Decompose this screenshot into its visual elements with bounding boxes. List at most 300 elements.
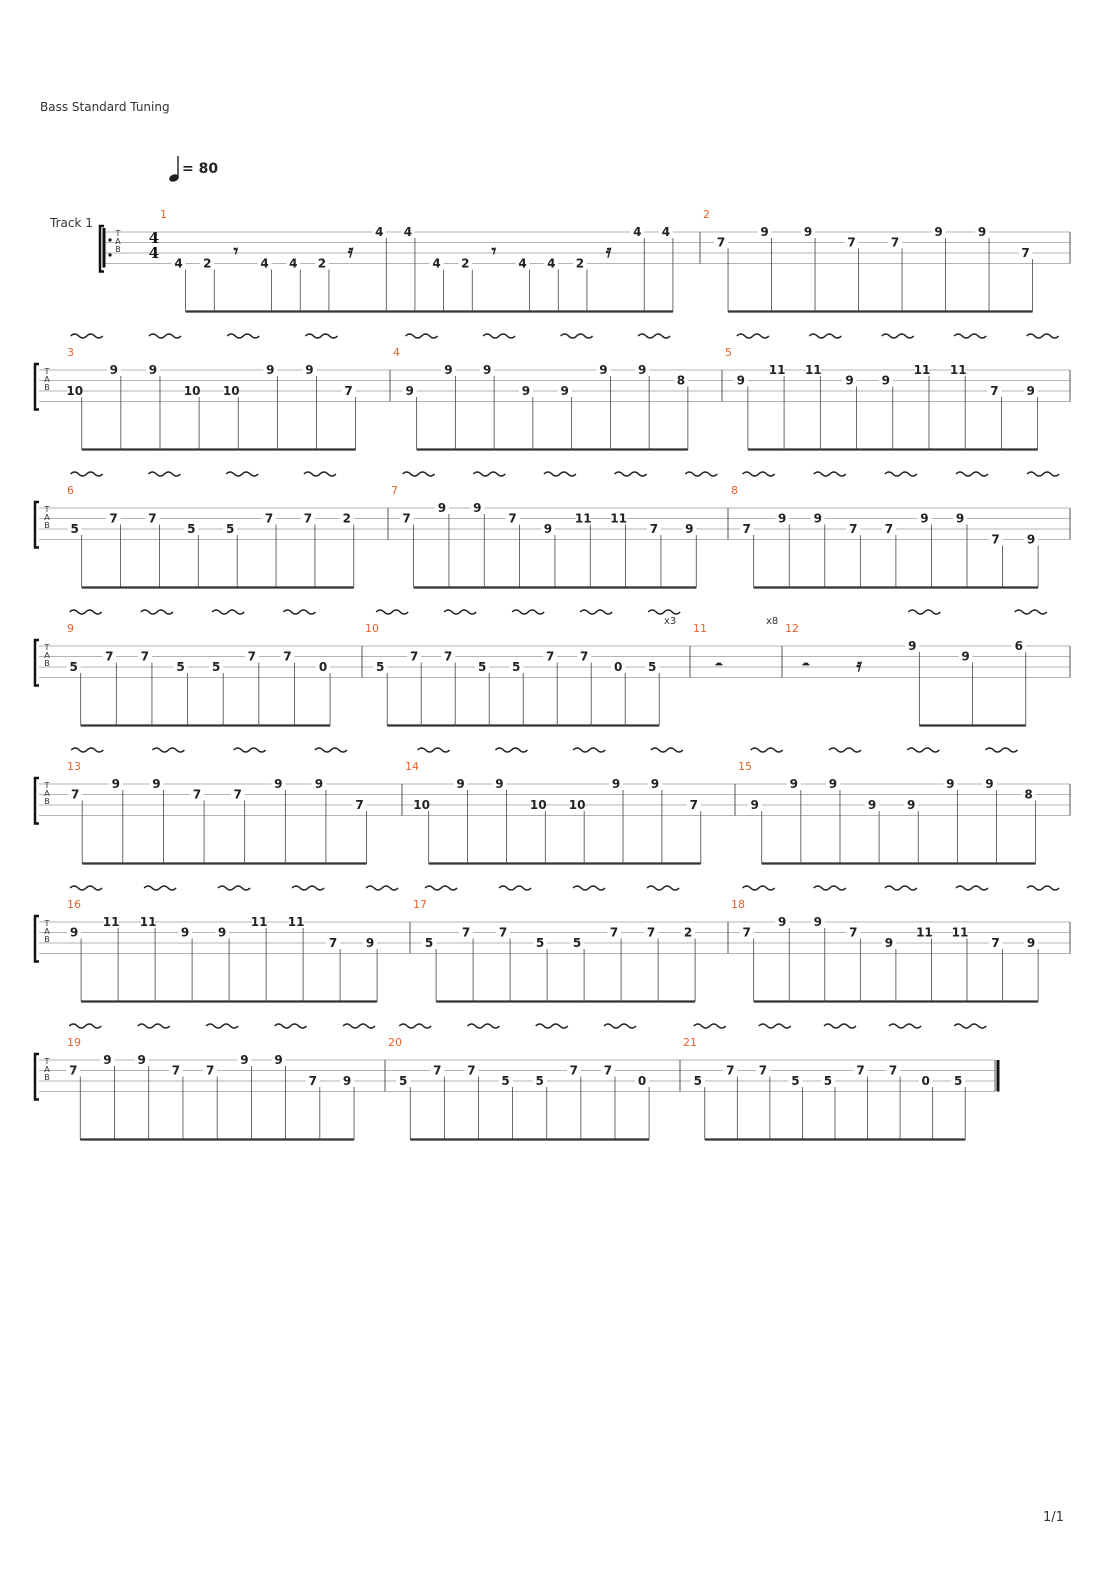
repeat-dot — [108, 253, 111, 256]
vibrato-mark — [343, 1024, 375, 1028]
measure-number: 17 — [413, 898, 427, 911]
fret-number: 7 — [328, 936, 338, 950]
vibrato-mark — [604, 1024, 636, 1028]
fret-number: 5 — [791, 1074, 800, 1088]
fret-number: 7 — [569, 1063, 579, 1078]
vibrato-mark — [305, 334, 337, 338]
time-signature-top: 4 — [148, 229, 160, 247]
fret-number: 11 — [287, 915, 305, 929]
fret-number: 7 — [171, 1063, 181, 1078]
fret-number: 9 — [650, 777, 660, 791]
vibrato-mark — [829, 748, 861, 752]
fret-number: 9 — [813, 511, 822, 526]
measure-number: 15 — [738, 760, 752, 773]
measure-number: 1 — [160, 208, 167, 221]
vibrato-mark — [70, 886, 102, 890]
rest-symbol: 𝄿 — [856, 655, 862, 676]
fret-number: 7 — [849, 522, 858, 536]
fret-number: 7 — [69, 1063, 78, 1078]
tab-clef-letter: A — [44, 927, 50, 936]
measure-number: 9 — [67, 622, 74, 635]
vibrato-mark — [908, 610, 940, 614]
fret-number: 7 — [461, 925, 471, 940]
rest-symbol: 𝄼 — [802, 655, 810, 676]
vibrato-mark — [418, 748, 450, 752]
repeat-dot — [108, 238, 111, 241]
tab-clef-letter: T — [44, 505, 50, 514]
fret-number: 2 — [683, 925, 693, 940]
system-bracket — [35, 364, 39, 410]
vibrato-mark — [573, 748, 605, 752]
fret-number: 9 — [495, 777, 504, 791]
fret-number: 5 — [225, 522, 235, 536]
vibrato-mark — [512, 610, 544, 614]
fret-number: 7 — [148, 511, 157, 526]
vibrato-mark — [885, 886, 917, 890]
fret-number: 9 — [1026, 936, 1036, 950]
vibrato-mark — [536, 1024, 568, 1028]
fret-number: 7 — [71, 787, 80, 802]
fret-number: 9 — [955, 511, 965, 526]
vibrato-mark — [743, 472, 775, 476]
fret-number: 0 — [614, 660, 623, 674]
fret-number: 4 — [432, 256, 441, 271]
fret-number: 10 — [568, 798, 586, 812]
fret-number: 9 — [240, 1053, 249, 1067]
tab-clef-letter: T — [44, 643, 50, 652]
vibrato-mark — [495, 748, 527, 752]
vibrato-mark — [1027, 886, 1059, 890]
fret-number: 9 — [907, 798, 916, 812]
tuning-label: Bass Standard Tuning — [40, 100, 170, 114]
measure-number: 18 — [731, 898, 745, 911]
tab-clef-letter: A — [44, 651, 50, 660]
system-bracket — [35, 916, 39, 962]
fret-number: 5 — [70, 522, 79, 536]
fret-number: 4 — [375, 225, 384, 239]
tab-clef-letter: B — [44, 797, 50, 806]
fret-number: 7 — [264, 511, 274, 526]
tab-clef-letter: B — [44, 1073, 50, 1082]
fret-number: 4 — [289, 256, 298, 271]
fret-number: 2 — [461, 256, 470, 271]
measure-number: 21 — [683, 1036, 697, 1049]
vibrato-mark — [71, 472, 103, 476]
vibrato-mark — [149, 334, 181, 338]
measure-number: 3 — [67, 346, 74, 359]
fret-number: 5 — [501, 1074, 510, 1088]
fret-number: 7 — [140, 649, 150, 664]
vibrato-mark — [814, 886, 846, 890]
fret-number: 9 — [103, 1053, 112, 1067]
rest-symbol: 𝄼 — [715, 655, 723, 676]
fret-number: 5 — [512, 660, 521, 674]
fret-number: 4 — [174, 256, 183, 271]
fret-number: 9 — [109, 363, 119, 377]
fret-number: 9 — [217, 925, 227, 940]
rest-symbol: 𝄿 — [605, 241, 612, 262]
fret-number: 11 — [139, 915, 157, 929]
fret-number: 9 — [69, 925, 79, 940]
fret-number: 7 — [649, 522, 659, 536]
fret-number: 4 — [661, 225, 671, 239]
fret-number: 7 — [410, 649, 419, 664]
fret-number: 5 — [212, 660, 221, 674]
fret-number: 5 — [478, 660, 487, 674]
fret-number: 7 — [888, 1063, 898, 1078]
fret-number: 9 — [828, 777, 838, 791]
fret-number: 7 — [603, 1063, 613, 1078]
vibrato-mark — [985, 748, 1017, 752]
vibrato-mark — [907, 748, 939, 752]
fret-number: 9 — [365, 936, 375, 950]
vibrato-mark — [366, 886, 398, 890]
fret-number: 9 — [543, 522, 553, 536]
vibrato-mark — [956, 886, 988, 890]
fret-number: 11 — [250, 915, 268, 929]
fret-number: 7 — [689, 798, 698, 812]
vibrato-mark — [499, 886, 531, 890]
tab-clef-letter: B — [115, 245, 121, 254]
fret-number: 9 — [750, 798, 759, 812]
fret-number: 5 — [424, 936, 434, 950]
fret-number: 9 — [599, 363, 608, 377]
fret-number: 9 — [881, 373, 890, 388]
fret-number: 7 — [109, 511, 118, 526]
vibrato-mark — [218, 886, 250, 890]
rest-symbol: 𝄿 — [347, 241, 354, 262]
measure-number: 12 — [785, 622, 799, 635]
tab-clef-letter: T — [44, 1057, 50, 1066]
fret-number: 9 — [266, 363, 275, 377]
tab-clef-letter: A — [44, 789, 50, 798]
measure-number: 5 — [725, 346, 732, 359]
fret-number: 10 — [222, 384, 240, 398]
tab-clef-letter: T — [115, 229, 121, 238]
vibrato-mark — [71, 334, 103, 338]
vibrato-mark — [954, 334, 986, 338]
fret-number: 9 — [314, 777, 324, 791]
measure-number: 4 — [393, 346, 400, 359]
fret-number: 11 — [913, 363, 931, 377]
vibrato-mark — [206, 1024, 238, 1028]
vibrato-mark — [615, 472, 647, 476]
fret-number: 7 — [355, 798, 364, 812]
fret-number: 9 — [148, 363, 158, 377]
fret-number: 10 — [413, 798, 431, 812]
tempo-value: = 80 — [182, 161, 219, 177]
fret-number: 5 — [376, 660, 385, 674]
fret-number: 7 — [849, 925, 858, 940]
fret-number: 2 — [342, 511, 351, 526]
fret-number: 4 — [633, 225, 642, 239]
tab-clef-letter: B — [44, 383, 50, 392]
fret-number: 11 — [102, 915, 120, 929]
measure-number: 2 — [703, 208, 710, 221]
vibrato-mark — [144, 886, 176, 890]
vibrato-mark — [444, 610, 476, 614]
fret-number: 9 — [803, 225, 813, 239]
fret-number: 4 — [547, 256, 556, 271]
measure-number: 14 — [405, 760, 419, 773]
fret-number: 7 — [344, 384, 353, 398]
fret-number: 9 — [456, 777, 465, 791]
vibrato-mark — [1027, 334, 1059, 338]
vibrato-mark — [954, 1024, 986, 1028]
fret-number: 7 — [991, 532, 1000, 547]
fret-number: 9 — [934, 225, 943, 239]
fret-number: 9 — [473, 501, 482, 515]
vibrato-mark — [956, 472, 988, 476]
fret-number: 9 — [521, 384, 531, 398]
tab-clef-letter: A — [44, 1065, 50, 1074]
fret-number: 7 — [192, 787, 202, 802]
measure-number: 16 — [67, 898, 81, 911]
fret-number: 9 — [482, 363, 492, 377]
fret-number: 4 — [260, 256, 269, 271]
fret-number: 7 — [508, 511, 517, 526]
tab-clef-letter: T — [44, 781, 50, 790]
tab-clef-letter: T — [44, 367, 50, 376]
fret-number: 9 — [685, 522, 694, 536]
fret-number: 9 — [152, 777, 161, 791]
fret-number: 7 — [303, 511, 313, 526]
fret-number: 10 — [66, 384, 84, 398]
fret-number: 5 — [648, 660, 657, 674]
fret-number: 5 — [399, 1074, 408, 1088]
vibrato-mark — [647, 886, 679, 890]
fret-number: 7 — [467, 1063, 476, 1078]
vibrato-mark — [751, 748, 783, 752]
fret-number: 9 — [1026, 532, 1036, 547]
fret-number: 5 — [176, 660, 185, 674]
tab-clef-letter: A — [44, 513, 50, 522]
fret-number: 7 — [308, 1074, 318, 1088]
vibrato-mark — [473, 472, 505, 476]
fret-number: 7 — [847, 235, 856, 250]
fret-number: 9 — [760, 225, 769, 239]
fret-number: 5 — [187, 522, 196, 536]
vibrato-mark — [889, 1024, 921, 1028]
repeat-count-x8: x8 — [766, 616, 779, 627]
vibrato-mark — [304, 472, 336, 476]
vibrato-mark — [885, 472, 917, 476]
vibrato-mark — [638, 334, 670, 338]
fret-number: 5 — [954, 1074, 963, 1088]
fret-number: 9 — [305, 363, 314, 377]
vibrato-mark — [141, 610, 173, 614]
fret-number: 7 — [283, 649, 292, 664]
fret-number: 9 — [111, 777, 120, 791]
fret-number: 7 — [233, 787, 242, 802]
fret-number: 10 — [529, 798, 547, 812]
fret-number: 9 — [405, 384, 414, 398]
measure-number: 19 — [67, 1036, 81, 1049]
vibrato-mark — [399, 1024, 431, 1028]
vibrato-mark — [809, 334, 841, 338]
fret-number: 7 — [726, 1063, 735, 1078]
fret-number: 7 — [580, 649, 589, 664]
fret-number: 9 — [1026, 384, 1035, 398]
fret-number: 0 — [637, 1074, 647, 1088]
vibrato-mark — [226, 472, 258, 476]
fret-number: 7 — [884, 522, 894, 536]
fret-number: 9 — [437, 501, 447, 515]
fret-number: 10 — [183, 384, 201, 398]
vibrato-mark — [376, 610, 408, 614]
vibrato-mark — [148, 472, 180, 476]
vibrato-mark — [425, 886, 457, 890]
fret-number: 9 — [611, 777, 621, 791]
vibrato-mark — [824, 1024, 856, 1028]
time-signature-bottom: 4 — [148, 244, 160, 262]
fret-number: 11 — [610, 511, 627, 526]
vibrato-mark — [743, 886, 775, 890]
fret-number: 8 — [1024, 787, 1033, 802]
fret-number: 7 — [498, 925, 508, 940]
vibrato-mark — [403, 472, 435, 476]
system-bracket — [35, 1054, 39, 1100]
fret-number: 9 — [180, 925, 190, 940]
vibrato-mark — [71, 748, 103, 752]
fret-number: 5 — [69, 660, 78, 674]
rest-symbol: 𝄾 — [491, 241, 497, 262]
fret-number: 9 — [985, 777, 994, 791]
fret-number: 9 — [736, 373, 746, 388]
measure-number: 7 — [391, 484, 398, 497]
fret-number: 9 — [845, 373, 854, 388]
fret-number: 8 — [676, 373, 686, 388]
fret-number: 5 — [693, 1074, 702, 1088]
vibrato-mark — [483, 334, 515, 338]
vibrato-mark — [648, 610, 680, 614]
vibrato-mark — [138, 1024, 170, 1028]
fret-number: 7 — [105, 649, 114, 664]
fret-number: 9 — [274, 1053, 283, 1067]
vibrato-mark — [234, 748, 266, 752]
fret-number: 7 — [444, 649, 453, 664]
vibrato-mark — [70, 610, 102, 614]
fret-number: 7 — [646, 925, 656, 940]
fret-number: 9 — [946, 777, 955, 791]
fret-number: 4 — [518, 256, 527, 271]
fret-number: 7 — [205, 1063, 215, 1078]
fret-number: 7 — [546, 649, 555, 664]
rest-symbol: 𝄾 — [233, 241, 239, 262]
vibrato-mark — [406, 334, 438, 338]
fret-number: 11 — [916, 925, 933, 940]
fret-number: 5 — [823, 1074, 833, 1088]
fret-number: 9 — [637, 363, 647, 377]
fret-number: 7 — [890, 235, 900, 250]
fret-number: 9 — [884, 936, 894, 950]
fret-number: 7 — [742, 925, 751, 940]
fret-number: 7 — [609, 925, 619, 940]
tab-clef-letter: B — [44, 935, 50, 944]
vibrato-mark — [882, 334, 914, 338]
tab-clef-letter: B — [44, 521, 50, 530]
system-bracket — [35, 640, 39, 686]
vibrato-mark — [1027, 472, 1059, 476]
fret-number: 9 — [444, 363, 453, 377]
fret-number: 7 — [716, 235, 726, 250]
vibrato-mark — [467, 1024, 499, 1028]
vibrato-mark — [275, 1024, 307, 1028]
fret-number: 9 — [778, 915, 787, 929]
vibrato-mark — [544, 472, 576, 476]
fret-number: 9 — [789, 777, 799, 791]
vibrato-mark — [1015, 610, 1047, 614]
vibrato-mark — [561, 334, 593, 338]
vibrato-mark — [685, 472, 717, 476]
fret-number: 9 — [977, 225, 987, 239]
vibrato-mark — [292, 886, 324, 890]
fret-number: 11 — [768, 363, 786, 377]
measure-number: 13 — [67, 760, 81, 773]
measure-number: 6 — [67, 484, 74, 497]
vibrato-mark — [69, 1024, 101, 1028]
measure-number: 11 — [693, 622, 707, 635]
fret-number: 7 — [433, 1063, 442, 1078]
fret-number: 7 — [247, 649, 256, 664]
fret-number: 7 — [742, 522, 751, 536]
measure-number: 20 — [388, 1036, 402, 1049]
vibrato-mark — [283, 610, 315, 614]
vibrato-mark — [651, 748, 683, 752]
fret-number: 7 — [990, 384, 999, 398]
fret-number: 7 — [758, 1063, 768, 1078]
fret-number: 5 — [572, 936, 582, 950]
fret-number: 9 — [867, 798, 877, 812]
fret-number: 4 — [403, 225, 413, 239]
fret-number: 7 — [991, 936, 1000, 950]
fret-number: 9 — [908, 639, 917, 653]
fret-number: 9 — [274, 777, 283, 791]
fret-number: 5 — [535, 936, 545, 950]
system-bracket — [35, 502, 39, 548]
fret-number: 9 — [137, 1053, 146, 1067]
vibrato-mark — [814, 472, 846, 476]
fret-number: 7 — [402, 511, 411, 526]
fret-number: 6 — [1014, 639, 1023, 653]
fret-number: 2 — [203, 256, 212, 271]
vibrato-mark — [580, 610, 612, 614]
fret-number: 7 — [1021, 246, 1030, 260]
fret-number: 2 — [575, 256, 585, 271]
tab-clef-letter: A — [44, 375, 50, 384]
vibrato-mark — [694, 1024, 726, 1028]
vibrato-mark — [573, 886, 605, 890]
fret-number: 9 — [778, 511, 787, 526]
fret-number: 11 — [804, 363, 822, 377]
page-number: 1/1 — [1043, 1510, 1064, 1525]
fret-number: 11 — [574, 511, 592, 526]
repeat-count-x3: x3 — [664, 616, 677, 627]
fret-number: 2 — [317, 256, 327, 271]
fret-number: 0 — [921, 1074, 930, 1088]
fret-number: 9 — [961, 649, 970, 664]
vibrato-mark — [152, 748, 184, 752]
vibrato-mark — [212, 610, 244, 614]
fret-number: 0 — [318, 660, 328, 674]
tab-clef-letter: A — [115, 237, 121, 246]
fret-number: 9 — [342, 1074, 352, 1088]
measure-number: 8 — [731, 484, 738, 497]
tab-clef-letter: T — [44, 919, 50, 928]
tab-clef-letter: B — [44, 659, 50, 668]
fret-number: 7 — [856, 1063, 865, 1078]
fret-number: 11 — [951, 925, 969, 940]
